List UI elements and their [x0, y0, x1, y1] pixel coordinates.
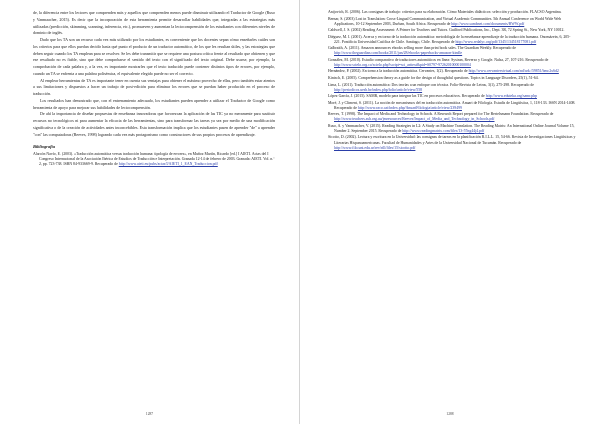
reference-link[interactable]: http://www.readingmatrix.com/files/13-57ng44j4.pdf [402, 128, 485, 133]
page-number: 1288 [446, 412, 454, 416]
paragraph: Dado que los TA son un recurso cada vez más utilizado por los estudiantes, es conveniente que los docentes sepan cómo enseñarles cuáles son los criterios para que ellos puedan decidir hasta qué punto el producto de un traductor automático, de los que les resultan útiles, y las estrategias que deben seguir cuando los TA emplean para se resolver. Se les debe transmitir que se requiere una postura crítica frente al resultado que obtienen y que ese resultado no es fiable, sino que debe comprobarse el sentido del texto con el significado del texto original. Debe usarse, por ejemplo, la comprobación de cada palabra y, a la vez, es importante mostrarles que el texto traducido puede contener distintos tipos de errores, por ejemplo, cuando un TA se enfrenta a una palabra polisémica, el equivalente elegido puede no ser el correcto. [33, 37, 275, 76]
reference-text: Galbraith, A. (2011). Amazon announces ebooks selling more than print book sales. The Guardian Weekly. Recuperado de [328, 46, 516, 51]
reference-item [328, 83, 576, 93]
reference-list [33, 152, 275, 167]
reference-item [33, 152, 275, 167]
reference-text: Ruso, A. y Vanmaacher, V. (2015). Reading Strategies in L2: A Study on Machine Translation. The Reading Matrix: An International Online Journal Volume 15, Number 2. September 2015. Recuperado de [328, 123, 575, 133]
reference-text: Alarcón Navío, E. (2003). «Traducción automática versus traducción humana: tipología de errores», en Muñoz Martín, Ricardo [ed.] I AIETI. Actas del I Congreso Internacional de la Asociación Ibérica de Estudios de Traducción e Interpretación. Granada 12-14 de febrero de 2003. Granada: AIETI. Vol. n.º 2, pp. 723-738. ISBN 84-933669-9. Recuperado de [33, 152, 275, 167]
reference-text: Sicotto, D. (2002). Lectura y escritura en la Universidad: las consignas de tareas en la planificación R.I.L.L. 15, 54-66. Revista de Investigaciones Lingüísticas y Literarias Hispanoamericanas. Facultad de Humanidades y Artes de la Universidad Nacional de Tucumán. Recuperado de [328, 135, 576, 145]
reference-link[interactable]: http://www.scielo.org.co/scielo.php?script=sci_arttext&pid=S0797-97262010000100004 [334, 62, 471, 67]
reference-text: Bernar, S. (2003) Lost in Translation: Cross-Lingual Communication, and Virtual Academic Communities. 5th Annual Conference on World Wide Web Applications, 10-12 September 2003, Durban, South Africa. Recuperado de [328, 16, 561, 26]
reference-item [328, 69, 576, 74]
reference-list [328, 10, 576, 151]
reference-link[interactable]: http://www.aieti.eu/pubs/actas/I/AIETI_1_EAN_Traduccion.pdf [118, 162, 218, 167]
paragraph: De ahí la importancia de diseñar propuestas de enseñanza innovadoras que favorezcan la aplicación de las TIC ya no meramente para sustituir recursos no tecnológicos ni para aumentar la eficacia de las herramientas, sino para transformar las tareas ya sea por medio de una modificación significativa o de la creación de actividades antes inconcebibles. Esta transformación implica que los estudiantes pasen de aprender "de" a aprender "con" las computadoras (Reeves, 1998) logrando cada vez más protagonismo como constructores de sus propios procesos de aprendizaje. [33, 111, 275, 137]
reference-link[interactable]: http://www.cervantesvirtual.com/nd/ark:/59851/bmc2x6d2 [468, 69, 559, 74]
reference-item [328, 17, 576, 27]
body-text [33, 10, 275, 138]
reference-link[interactable]: http://www.redalyc.org/pdf/1345/134518177081.pdf [455, 39, 537, 44]
reference-text: Reeves, T. (1998). The Impact of Media and Technology in Schools. A Research Report prepared for The Bertelsmann Foundation. Recuperado de [328, 112, 554, 117]
right-page [300, 0, 600, 424]
reference-link[interactable]: http://www.eduteka.org/samr.php [485, 94, 537, 99]
reference-item [328, 35, 576, 45]
reference-link[interactable]: http://www.filo.unt.edu.ar/rev/rill/files/15/sicotto.pdf [334, 145, 416, 150]
reference-item [328, 28, 576, 33]
reference-text: Hernández, P. (2002). En torno a la traducción automática. Cervantes, 1(2). Recuperado de [328, 69, 468, 74]
reference-text: Kintsch, E. (2005). Comprehension theory as a guide for the design of thoughtful questions. Topics in Language Disorders, 25(1), 51-64. [328, 76, 539, 81]
reference-text: Anijovich, R. (2006). Las consignas de trabajo: criterios para su elaboración. Cómo Materiales didácticos: selección y producción. FLACSO Argentina. [328, 10, 562, 14]
reference-link[interactable]: http://periodicos.uesb.br/index.php/folio/article/view/558 [334, 87, 423, 92]
reference-link[interactable]: http://www.sambnet.com/documents/BWW.pdf [451, 21, 525, 26]
reference-text: Diéguez, M. I. (2001). Acerca y en torno de la traducción automática: metodología de la enseñanza-aprendizaje de la traducción humana. Onomázein, 6, 205-221. Pontificia Universidad Católica de Chile. Santiago, Chile. Recuperado de [328, 34, 571, 44]
reference-link[interactable]: http://www.teachers.ash.org.au/jmresources/Reeves/Impact_of_Media_and_Technology_in_Schools.pdf [334, 117, 495, 122]
paragraph: Al emplear herramientas de TA es importante tener en cuenta sus ventajas para obtener el máximo provecho de ellas, pero también estar atentos a sus limitaciones y dispuestos a hacer un trabajo de post-edición para eliminar los errores que se puedan haber producido en el proceso de traducción. [33, 77, 275, 96]
reference-item [328, 94, 576, 99]
reference-link[interactable]: http://www.raco.cat/index.php/AnuariFilologia/article/view/239499 [357, 105, 462, 110]
reference-item [328, 112, 576, 122]
reference-text: Caldwell, J. S. (2002) Reading Assessment: A Primer for Teachers and Tutors. Guilford Publications, Inc., Dept. 3R, 72 Spring St., New York, NY 10012. [328, 28, 565, 33]
reference-item [328, 76, 576, 81]
reference-item [328, 101, 576, 111]
reference-text: González, M. (2010). Estudio comparativo de traductores automáticos en línea: Systran, Reverso y Google. Nalsa, 27, 107-216. Recuperado de [328, 57, 549, 62]
reference-item [328, 135, 576, 150]
reference-text: Lima, L. (2011). Traducción automática: Dos teorías a un enfoque con técnica. Folio-Revista de Letras, 3(1), 275-298. Recuperado de [328, 82, 534, 87]
reference-item [328, 58, 576, 68]
paragraph: de, la diferencia entre los lectores que comprenden más y aquellos que comprenden menos puede disminuir utilizando el Traductor de Google (Ruso y Vanmaacher, 2015). Es decir que la incorporación de esta herramienta permite desarrollar habilidades que, integradas a las estrategias más utilizadas (predicción, skimming, scanning, inferencia, etc.), promueven y aumentan la lectocomprensión de los estudiantes con diferentes niveles de dominio de inglés. [33, 10, 275, 36]
reference-text: López García, J. (2015). SAMR, modelo para integrar las TIC en procesos educativos. Recuperado de [328, 94, 485, 99]
paragraph: Los resultados han demostrado que, con el entrenamiento adecuado, los estudiantes pueden aprender a utilizar el Traductor de Google como herramienta de apoyo para mejorar sus habilidades de lectocomprensión. [33, 97, 275, 110]
page-number: 1287 [145, 412, 154, 416]
reference-item [328, 124, 576, 134]
bibliography-heading: Bibliografía [33, 144, 55, 150]
reference-item [328, 10, 576, 15]
reference-item [328, 46, 576, 56]
reference-link[interactable]: http://www.theguardian.com/books/2011/jan/28/ebooks-paperbacks-amazon-kindle [334, 51, 463, 56]
reference-text: Moré, J. y Climent, S. (2011). La noción de mecanismos del en traducción automática. Anuari de Filología. Estudis de Lingüística, 1, 118-133. ISSN 2014-1408. Recuperado de [328, 100, 576, 110]
